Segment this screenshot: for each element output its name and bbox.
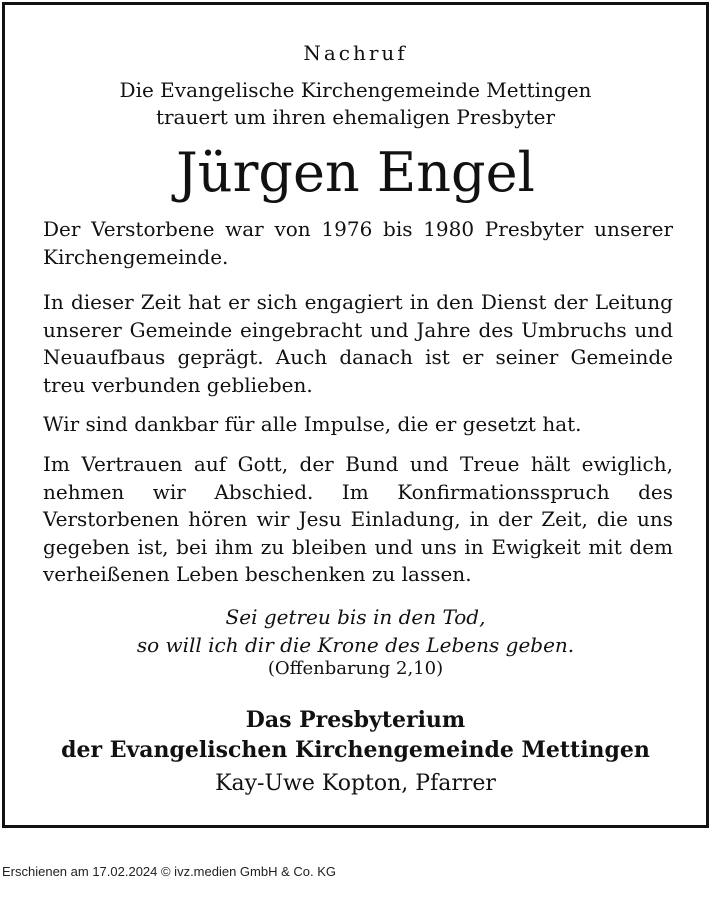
signature-line-1: Das Presbyterium [245,707,466,733]
quote-reference: (Offenbarung 2,10) [267,658,444,679]
bible-quote [5,603,706,659]
notice-kicker: Nachruf [303,41,408,65]
intro-line-1: Die Evangelische Kirchengemeinde Mettingen [119,78,592,102]
quote-line-1: Sei getreu bis in den Tod, [225,605,486,629]
publication-footer: Erschienen am 17.02.2024 © ivz.medien GmbH & Co. KG [2,864,337,879]
paragraph-4: Im Vertrauen auf Gott, der Bund und Treue hält ewiglich, nehmen wir Abschied. Im Konfirmationsspruch des Verstorbenen hören wir Jesu Einladung, in der Zeit, die uns gegeben ist, bei ihm zu bleiben und uns in Ewigkeit mit dem verheißenen Leben beschenken zu lassen. [43,452,673,586]
deceased-name: Jürgen Engel [176,141,535,204]
paragraph-2: In dieser Zeit hat er sich engagiert in den Dienst der Leitung unserer Gemeinde eingebracht und Jahre des Umbruchs und Neuaufbaus geprägt. Auch danach ist er seiner Gemeinde treu verbunden geblieben. [43,290,673,397]
paragraph-3: Wir sind dankbar für alle Impulse, die er gesetzt hat. [43,412,582,436]
quote-line-2: so will ich dir die Krone des Lebens geben. [136,633,575,657]
notice-intro [5,77,706,131]
paragraph-1: Der Verstorbene war von 1976 bis 1980 Presbyter unserer Kirchengemeinde. [43,217,673,269]
signature-line-3: Kay-Uwe Kopton, Pfarrer [215,771,496,796]
intro-line-2: trauert um ihren ehemaligen Presbyter [155,105,556,129]
obituary-frame [2,2,709,828]
signature-line-2: der Evangelischen Kirchengemeinde Mettingen [61,737,650,763]
